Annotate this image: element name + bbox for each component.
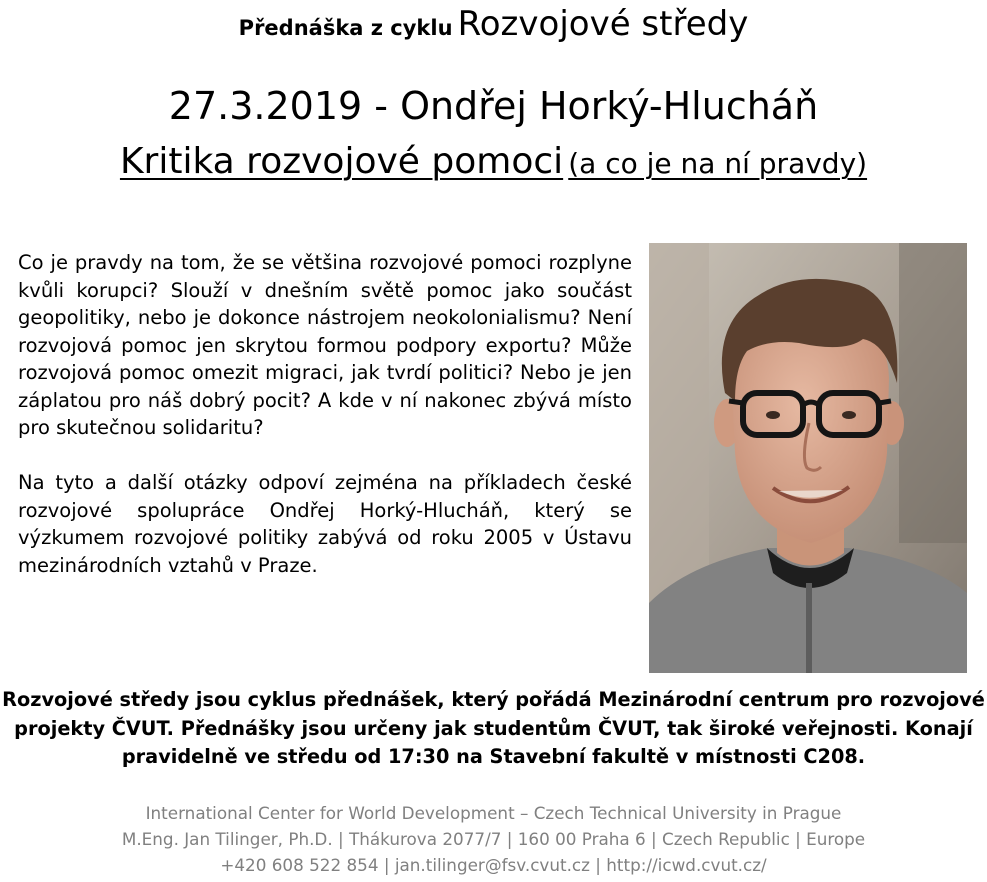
- footer-address: M.Eng. Jan Tilinger, Ph.D. | Thákurova 2077/7 | 160 00 Praha 6 | Czech Republic | Europe: [121, 829, 866, 849]
- series-name: Rozvojové středy: [457, 4, 749, 44]
- description-paragraph-2: Na tyto a další otázky odpoví zejména na příkladech české rozvojové spolupráce Ondřej Horký-Hlucháň, který se výzkumem rozvojové politiky zabývá od roku 2005 v Ústavu mezinárodních vztahů v Praze.: [18, 471, 632, 577]
- contact-footer: [0, 800, 987, 878]
- lecture-title: Kritika rozvojové pomoci: [119, 141, 564, 182]
- lecture-subtitle: (a co je na ní pravdy): [568, 147, 868, 180]
- lecture-description: [18, 249, 632, 607]
- speaker-portrait-illustration: [649, 243, 967, 673]
- description-paragraph-1: Co je pravdy na tom, že se většina rozvojové pomoci rozplyne kvůli korupci? Slouží v dnešním světě pomoc jako součást geopolitiky, nebo je dokonce nástrojem neokolonialismu? Není rozvojová pomoc jen skrytou formou podpory exportu? Může rozvojová pomoc omezit migraci, jak tvrdí politici? Nebo je jen záplatou pro náš dobrý pocit? A kde v ní nakonec zbývá místo pro skutečnou solidaritu?: [18, 251, 632, 439]
- footer-organization: International Center for World Development – Czech Technical University in Prague: [145, 803, 842, 823]
- date-speaker: 27.3.2019 - Ondřej Horký-Hlucháň: [168, 84, 819, 128]
- series-header: [0, 4, 987, 44]
- series-info: Rozvojové středy jsou cyklus přednášek, který pořádá Mezinárodní centrum pro rozvojové projekty ČVUT. Přednášky jsou určeny jak studentům ČVUT, tak široké veřejnosti. Konají pravidelně ve středu od 17:30 na Stavební fakultě v místnosti C208.: [2, 688, 985, 768]
- speaker-portrait: [649, 243, 967, 673]
- series-prefix: Přednáška z cyklu: [238, 16, 453, 40]
- lecture-title-line: [0, 141, 987, 182]
- footer-contact: +420 608 522 854 | jan.tilinger@fsv.cvut.cz | http://icwd.cvut.cz/: [220, 855, 767, 875]
